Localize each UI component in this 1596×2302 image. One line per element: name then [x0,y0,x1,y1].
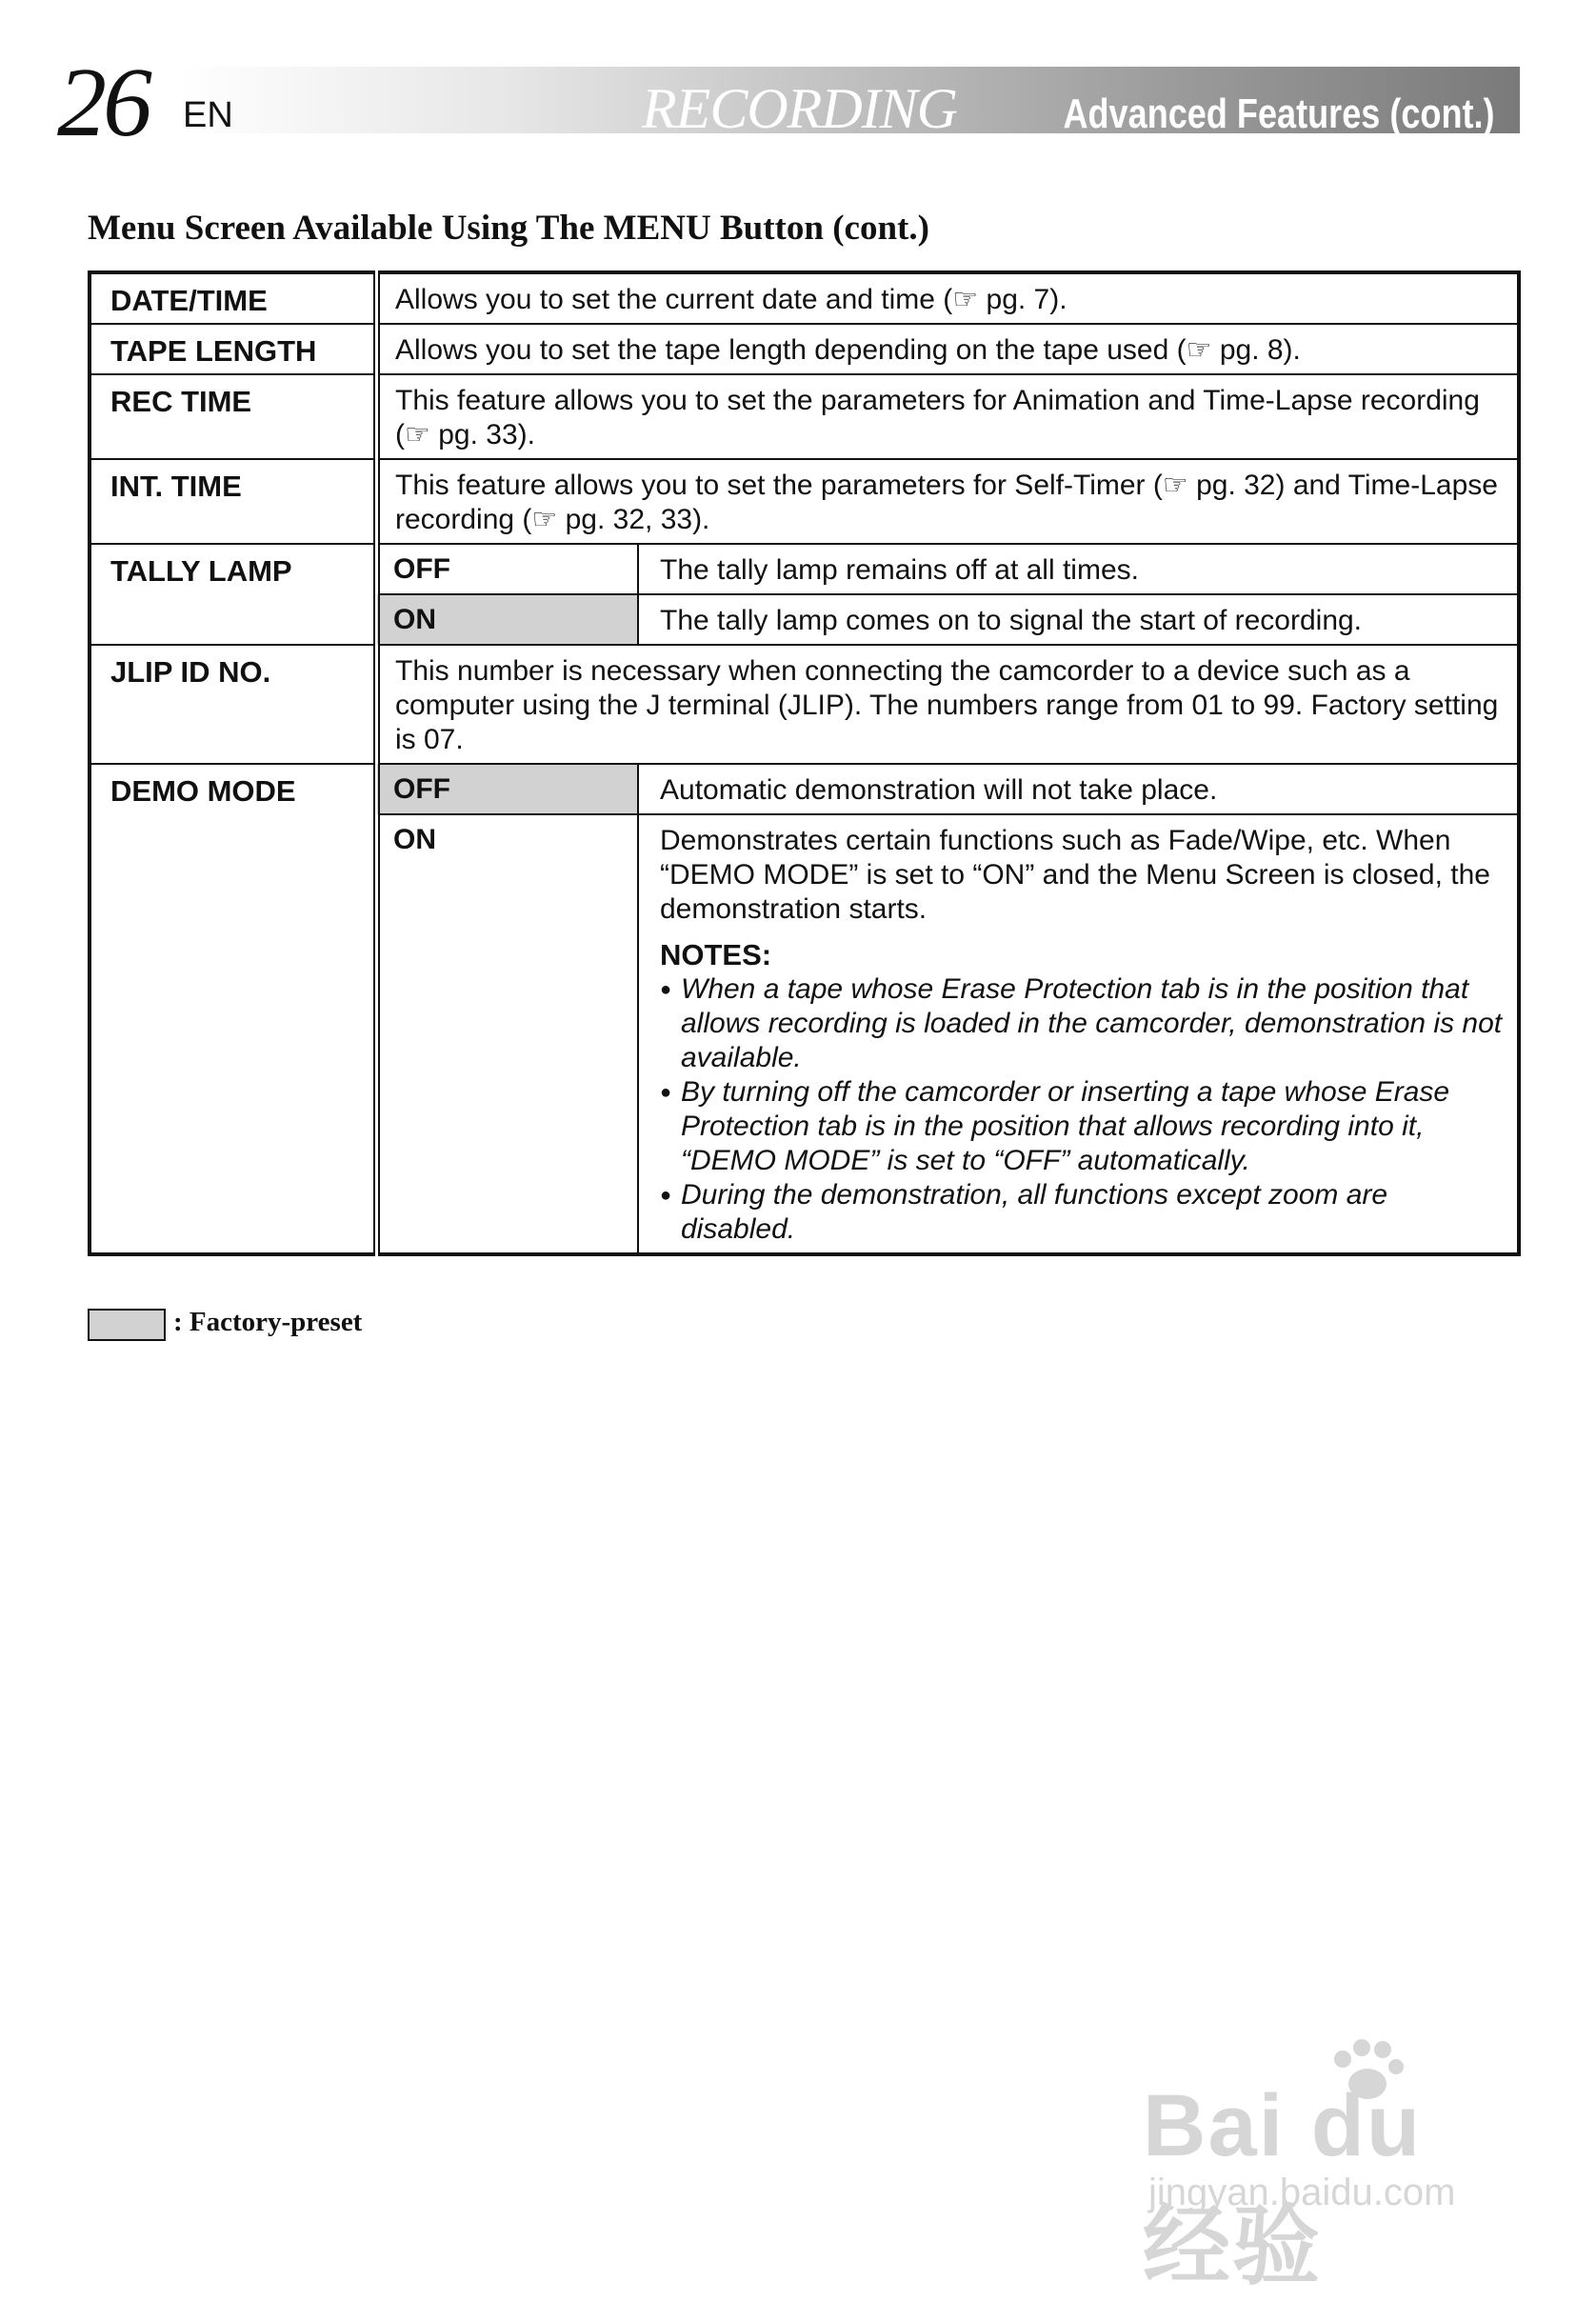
option-label-off: OFF [377,544,639,594]
note-item: ● During the demonstration, all functions except zoom are disabled. [660,1178,1506,1247]
menu-item-description: This feature allows you to set the parameters for Self-Timer (☞ pg. 32) and Time-Lapse recording (☞ pg. 32, 33). [377,459,1520,544]
header-gradient-bar [179,67,1520,140]
option-description: Demonstrates certain functions such as Fade/Wipe, etc. When “DEMO MODE” is set to “ON” and the Menu Screen is closed, the demonstration starts. [660,825,1490,925]
table-row [90,459,1519,544]
table-row [90,374,1519,459]
legend-text: : Factory-preset [173,1307,363,1337]
section-title: Menu Screen Available Using The MENU Button (cont.) [88,209,929,248]
option-label-on: ON [377,814,639,1254]
menu-item-label: DEMO MODE [90,764,377,1254]
watermark-brand: Bai du 经验 [1143,2077,1423,2295]
menu-item-label: JLIP ID NO. [90,645,377,764]
preset-swatch [88,1309,166,1341]
menu-item-label: TAPE LENGTH [90,324,377,374]
notes-heading: NOTES: [660,938,772,971]
notes-list [660,972,1506,1247]
page-header [57,48,1520,158]
table-row [90,544,1519,594]
table-row [90,764,1519,814]
option-description: The tally lamp remains off at all times. [638,544,1519,594]
page-language: EN [183,95,233,135]
header-title-advanced: Advanced Features (cont.) [1063,90,1495,137]
watermark-url: jingyan.baidu.com [1148,2172,1456,2213]
menu-item-description: This feature allows you to set the parameters for Animation and Time-Lapse recording (☞ pg. 33). [377,374,1520,459]
table-row [90,324,1519,374]
option-description: The tally lamp comes on to signal the start of recording. [638,594,1519,645]
menu-settings-table [88,270,1521,1256]
menu-item-description: Allows you to set the current date and time (☞ pg. 7). [377,272,1520,324]
note-item: ● By turning off the camcorder or inserting a tape whose Erase Protection tab is in the position that allows recording into it, “DEMO MODE” is set to “OFF” automatically. [660,1075,1506,1178]
header-title [642,76,1495,142]
menu-item-label: DATE/TIME [90,272,377,324]
page-number: 26 [57,48,149,157]
table-row [90,645,1519,764]
option-label-on-preset: ON [377,594,639,645]
menu-item-label: TALLY LAMP [90,544,377,645]
menu-item-label: INT. TIME [90,459,377,544]
option-label-off-preset: OFF [377,764,639,814]
option-description-with-notes [638,814,1519,1254]
note-item: ● When a tape whose Erase Protection tab is in the position that allows recording is loaded in the camcorder, demonstration is not available. [660,972,1506,1075]
option-description: Automatic demonstration will not take place. [638,764,1519,814]
menu-item-label: REC TIME [90,374,377,459]
table-row [90,272,1519,324]
menu-item-description: Allows you to set the tape length depending on the tape used (☞ pg. 8). [377,324,1520,374]
menu-item-description: This number is necessary when connecting the camcorder to a device such as a computer using the J terminal (JLIP). The numbers range from 01 to 99. Factory setting is 07. [377,645,1520,764]
header-title-recording: RECORDING [642,77,957,140]
baidu-watermark [1133,2038,1524,2295]
